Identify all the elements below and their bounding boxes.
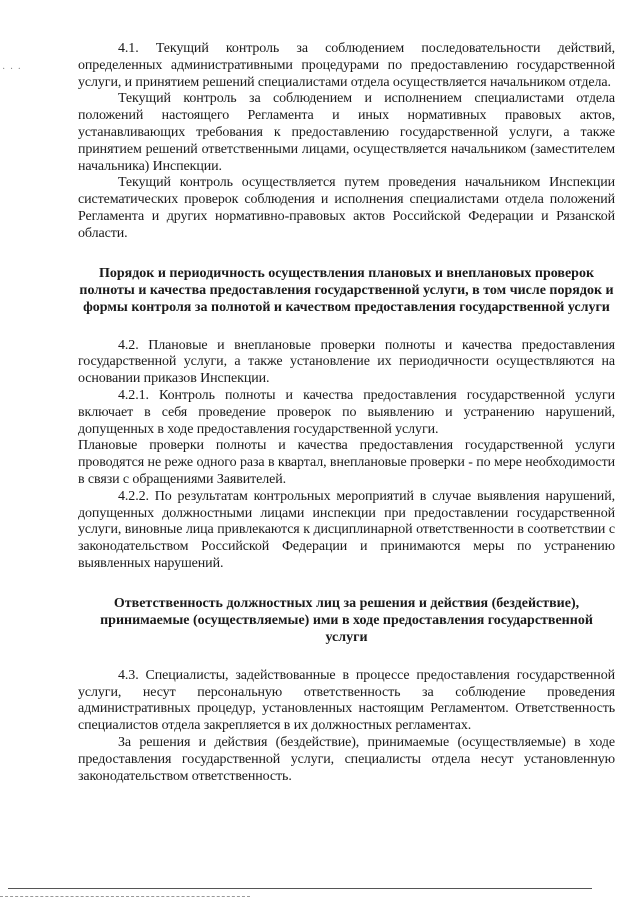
paragraph-current-control: Текущий контроль за соблюдением и исполнением специалистами отдела положений настоящего Регламента и иных нормативных правовых актов, устанавливающих требования к предоставлению государственной услуги, а также принятием решений ответственными лицами, осуществляется начальником (заместителем начальника) Инспекции. xyxy=(78,91,615,174)
document-page xyxy=(78,41,615,785)
paragraph-4-1: 4.1. Текущий контроль за соблюдением последовательности действий, определенных административными процедурами по предоставлению государственной услуги, и принятием решений специалистами отдела осуществляется начальником отдела. xyxy=(78,41,615,90)
paragraph-4-2-1: 4.2.1. Контроль полноты и качества предоставления государственной услуги включает в себя проведение проверок по выявлению и устранению нарушений, допущенных в ходе предоставления государственной услуги. xyxy=(78,387,615,437)
section-heading-checks: Порядок и периодичность осуществления плановых и внеплановых проверок полноты и качества предоставления государственной услуги, в том числе порядок и формы контроля за полнотой и качеством предоставления государственной услуги xyxy=(79,265,614,315)
paragraph-4-2-2: 4.2.2. По результатам контрольных мероприятий в случае выявления нарушений, допущенных должностными лицами инспекции при предоставлении государственной услуги, виновные лица привлекаются к дисциплинарной ответственности в соответствии с законодательством Российской Федерации и принимаются меры по устранению выявленных нарушений. xyxy=(78,488,615,571)
page-bottom-rule xyxy=(8,888,592,889)
paragraph-liability: За решения и действия (бездействие), принимаемые (осуществляемые) в ходе предоставления государственной услуги, специалисты отдела несут установленную законодательством ответственность. xyxy=(78,734,615,784)
scan-artifact: · · · xyxy=(2,64,22,75)
paragraph-4-3: 4.3. Специалисты, задействованные в процессе предоставления государственной услуги, несут персональную ответственность за соблюдение проведения административных процедур, установленных настоящим Регламентом. Ответственность специалистов отдела закрепляется в их должностных регламентах. xyxy=(78,667,615,734)
paragraph-4-2: 4.2. Плановые и внеплановые проверки полноты и качества предоставления государственной услуги, а также установление их периодичности осуществляются на основании приказов Инспекции. xyxy=(78,337,615,387)
paragraph-inspection-checks: Текущий контроль осуществляется путем проведения начальником Инспекции систематических проверок соблюдения и исполнения специалистами отдела положений Регламента и других нормативно-правовых актов Российской Федерации и Рязанской области. xyxy=(78,175,615,241)
page-bottom-dashed-rule xyxy=(0,896,250,897)
paragraph-planned-checks: Плановые проверки полноты и качества предоставления государственной услуги проводятся не реже одного раза в квартал, внеплановые проверки - по мере необходимости в связи с обращениями Заявителей. xyxy=(78,438,615,487)
section-heading-responsibility: Ответственность должностных лиц за решения и действия (бездействие), принимаемые (осуществляемые) ими в ходе предоставления государственной услуги xyxy=(100,595,593,645)
